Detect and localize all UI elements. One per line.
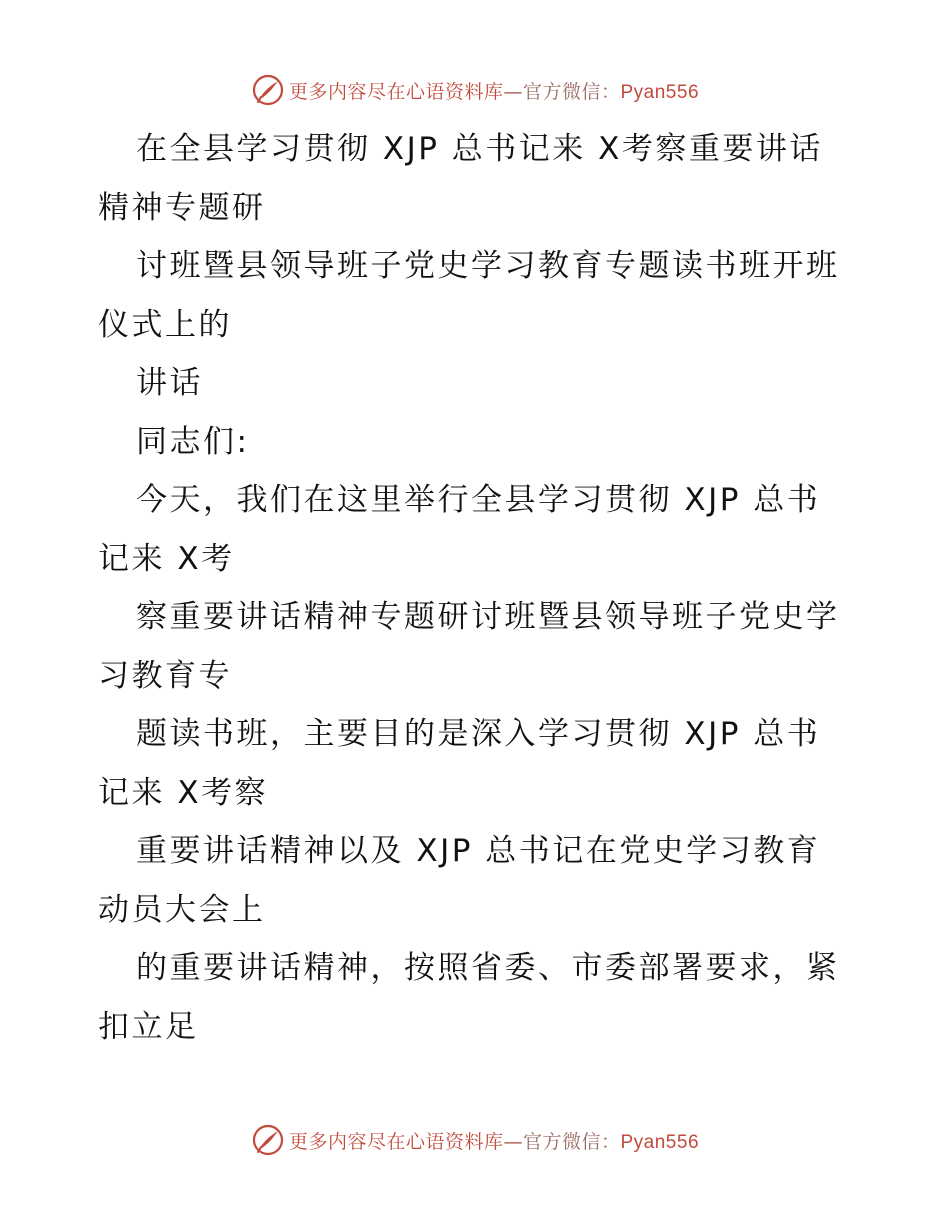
- document-line: 在全县学习贯彻 XJP 总书记来 X考察重要讲话: [136, 131, 823, 167]
- footer-banner: [0, 1122, 950, 1158]
- banner-separator: —: [503, 1130, 523, 1153]
- banner-separator: —: [503, 80, 523, 103]
- banner-handle: Pyan556: [620, 81, 700, 103]
- document-line: 动员大会上: [98, 891, 266, 928]
- document-line: 记来 X考察: [98, 774, 269, 811]
- banner-prefix: 更多内容尽在心语资料库: [288, 80, 504, 103]
- banner-handle: Pyan556: [620, 1131, 700, 1153]
- document-line: 习教育专: [98, 657, 232, 694]
- document-line: 的重要讲话精神，按照省委、市委部署要求，紧: [136, 950, 840, 986]
- document-line: 精神专题研: [98, 189, 266, 226]
- document-line: 扣立足: [98, 1008, 199, 1045]
- header-banner: [0, 72, 950, 108]
- document-line: 题读书班，主要目的是深入学习贯彻 XJP 总书: [136, 716, 821, 752]
- banner-prefix: 更多内容尽在心语资料库: [288, 1130, 504, 1153]
- document-body: [98, 120, 868, 1056]
- banner-wechat-label: 官方微信：: [522, 80, 621, 103]
- quill-logo-icon: [251, 1123, 285, 1157]
- document-line: 察重要讲话精神专题研讨班暨县领导班子党史学: [136, 599, 840, 635]
- document-line: 今天，我们在这里举行全县学习贯彻 XJP 总书: [136, 482, 821, 518]
- document-line: 重要讲话精神以及 XJP 总书记在党史学习教育: [136, 833, 821, 869]
- quill-logo-icon: [251, 73, 285, 107]
- document-line: 讲话: [136, 365, 203, 401]
- document-line: 同志们:: [136, 423, 250, 460]
- document-line: 仪式上的: [98, 306, 232, 343]
- banner-wechat-label: 官方微信：: [522, 1130, 621, 1153]
- banner-text: [289, 77, 699, 104]
- banner-text: [289, 1127, 699, 1154]
- document-line: 讨班暨县领导班子党史学习教育专题读书班开班: [136, 248, 840, 284]
- document-line: 记来 X考: [98, 540, 235, 577]
